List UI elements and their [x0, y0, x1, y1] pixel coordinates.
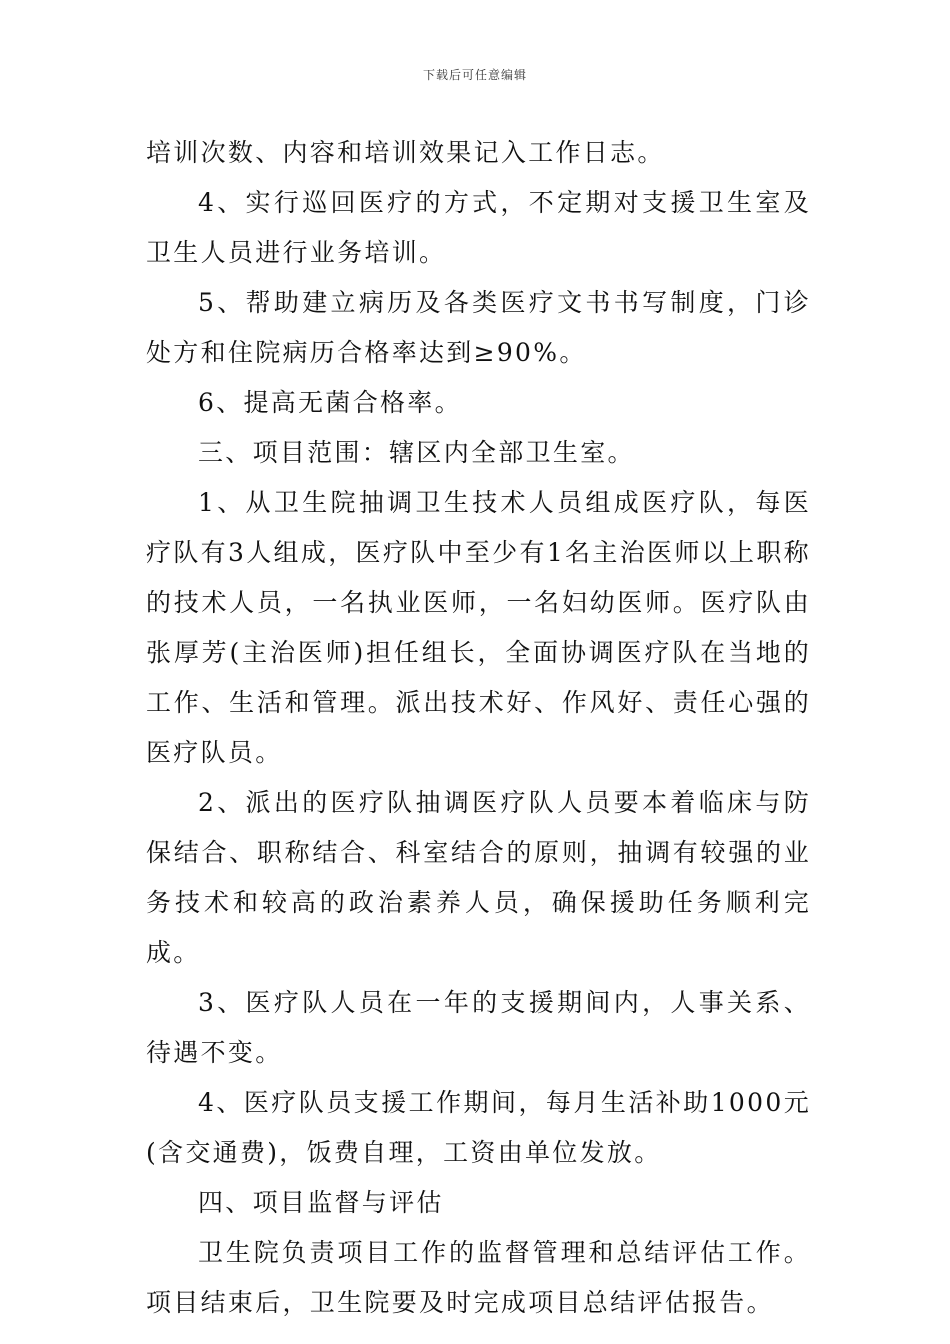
paragraph-supervision: 卫生院负责项目工作的监督管理和总结评估工作。项目结束后，卫生院要及时完成项目总结评估报告。	[146, 1238, 811, 1317]
section-heading-scope: 三、项目范围：辖区内全部卫生室。	[198, 438, 635, 467]
paragraph-scope-item-2: 2、派出的医疗队抽调医疗队人员要本着临床与防保结合、职称结合、科室结合的原则，抽调有较强的业务技术和较高的政治素养人员，确保援助任务顺利完成。	[146, 788, 811, 967]
paragraph-scope-item-1: 1、从卫生院抽调卫生技术人员组成医疗队，每医疗队有3人组成，医疗队中至少有1名主治医师以上职称的技术人员，一名执业医师，一名妇幼医师。医疗队由张厚芳(主治医师)担任组长，全面协调医疗队在当地的工作、生活和管理。派出技术好、作风好、责任心强的医疗队员。	[146, 488, 811, 767]
paragraph-item-5-records: 5、帮助建立病历及各类医疗文书书写制度，门诊处方和住院病历合格率达到≥90%。	[146, 288, 811, 367]
section-heading-supervision: 四、项目监督与评估	[198, 1188, 444, 1217]
header-note: 下载后可任意编辑	[422, 68, 527, 82]
document-body	[146, 128, 811, 1328]
paragraph-item-4-tour: 4、实行巡回医疗的方式，不定期对支援卫生室及卫生人员进行业务培训。	[146, 188, 811, 267]
paragraph-item-6-sterile: 6、提高无菌合格率。	[198, 388, 462, 417]
paragraph-scope-item-3: 3、医疗队人员在一年的支援期间内，人事关系、待遇不变。	[146, 988, 811, 1067]
paragraph-scope-item-4: 4、医疗队员支援工作期间，每月生活补助1000元(含交通费)，饭费自理，工资由单位发放。	[146, 1088, 811, 1167]
paragraph-training-log: 培训次数、内容和培训效果记入工作日志。	[146, 138, 665, 167]
